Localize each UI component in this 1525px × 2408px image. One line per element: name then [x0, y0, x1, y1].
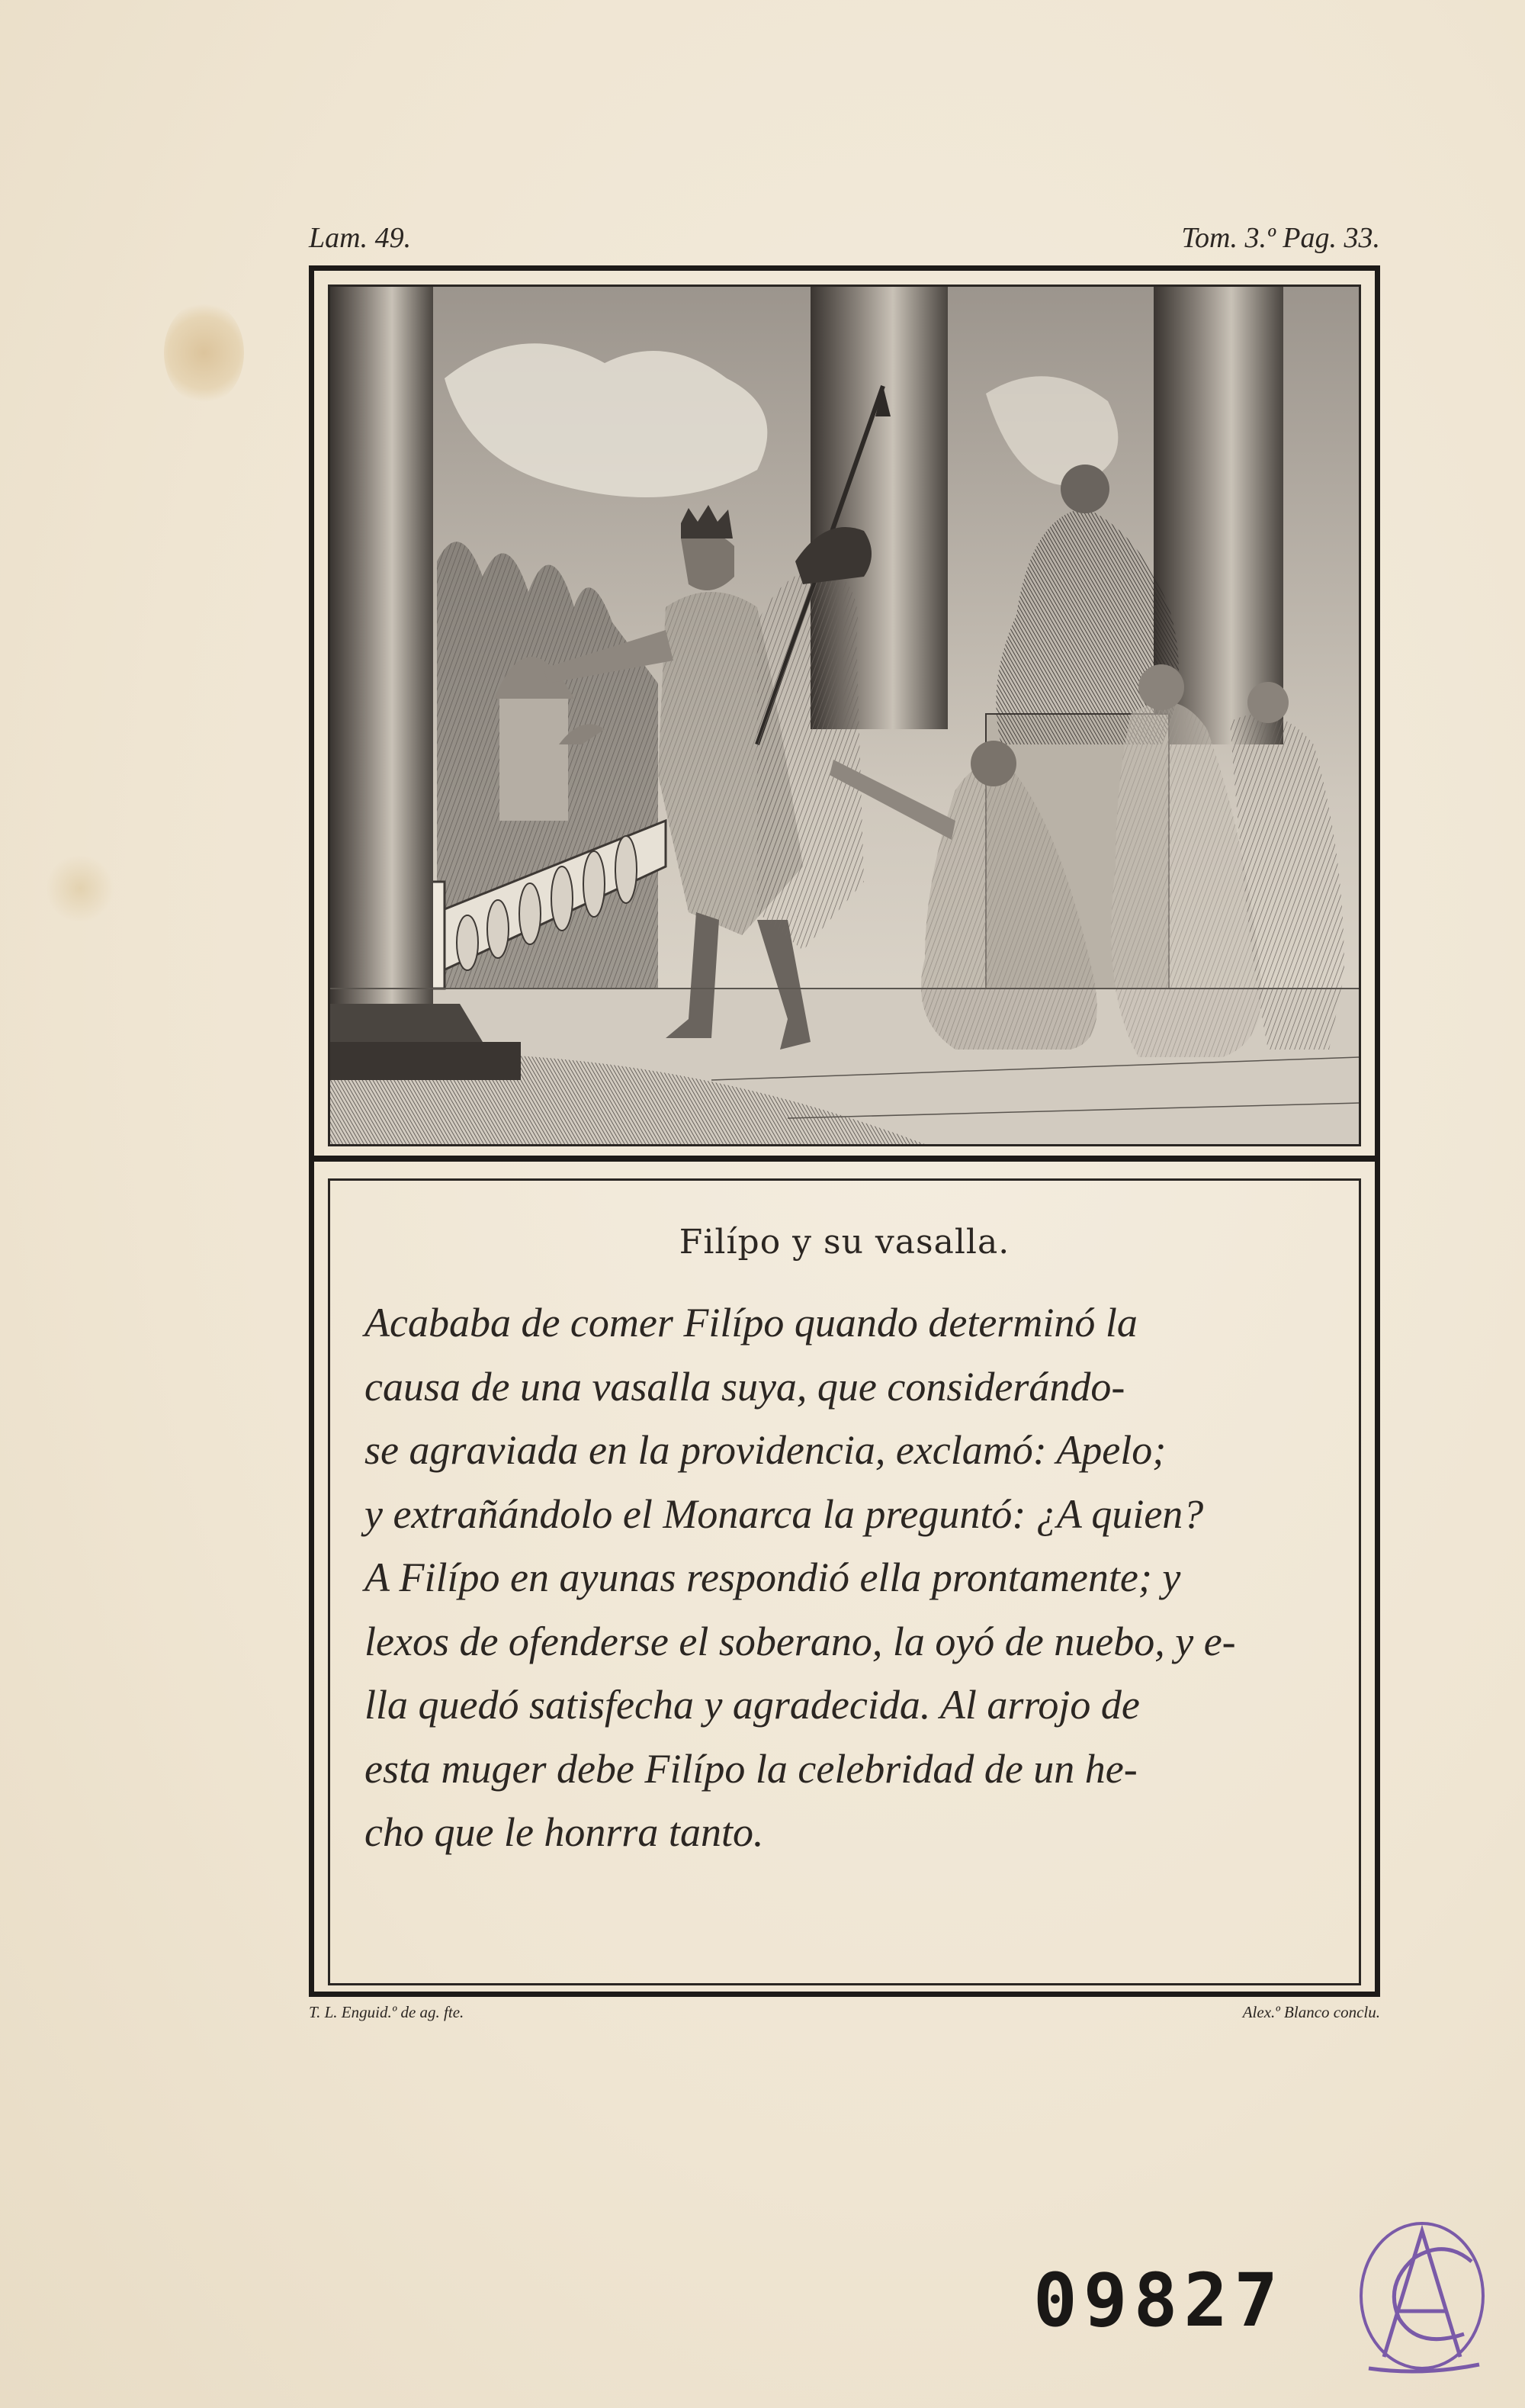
caption-line: lla quedó satisfecha y agradecida. Al arrojo de [364, 1682, 1140, 1728]
caption-line: A Filípo en ayunas respondió ella prontamente; y [364, 1554, 1181, 1600]
caption-body [364, 1291, 1333, 1865]
engraving-scene-icon [330, 287, 1359, 1144]
caption-line: Acababa de comer Filípo quando determinó la [364, 1300, 1138, 1345]
collection-stamp-icon [1338, 2212, 1506, 2380]
caption-box [328, 1178, 1361, 1985]
engraver-credit: T. L. Enguid.º de ag. fte. [309, 2003, 464, 2021]
caption-title: Filípo y su vasalla. [679, 1223, 1010, 1262]
inventory-number: 09827 [1033, 2258, 1284, 2343]
caption-line: se agraviada en la providencia, exclamó: Apelo; [364, 1427, 1167, 1473]
volume-page-reference: Tom. 3.º Pag. 33. [1181, 222, 1380, 254]
caption-line: esta muger debe Filípo la celebridad de un he- [364, 1745, 1138, 1792]
engraving-plate [309, 265, 1380, 1997]
caption-line: lexos de ofenderse el soberano, la oyó de nuebo, y e- [364, 1618, 1236, 1664]
paper-stain [46, 854, 114, 923]
plate-number: Lam. 49. [309, 222, 412, 254]
caption-line: y extrañándolo el Monarca la preguntó: ¿A quien? [364, 1490, 1204, 1537]
caption-line: cho que le honrra tanto. [364, 1809, 764, 1855]
plate-divider [314, 1156, 1375, 1162]
paper-stain [164, 301, 244, 404]
engraving-illustration [328, 285, 1361, 1146]
caption-line: causa de una vasalla suya, que considerándo- [364, 1363, 1125, 1410]
finisher-credit: Alex.º Blanco conclu. [1242, 2003, 1380, 2021]
